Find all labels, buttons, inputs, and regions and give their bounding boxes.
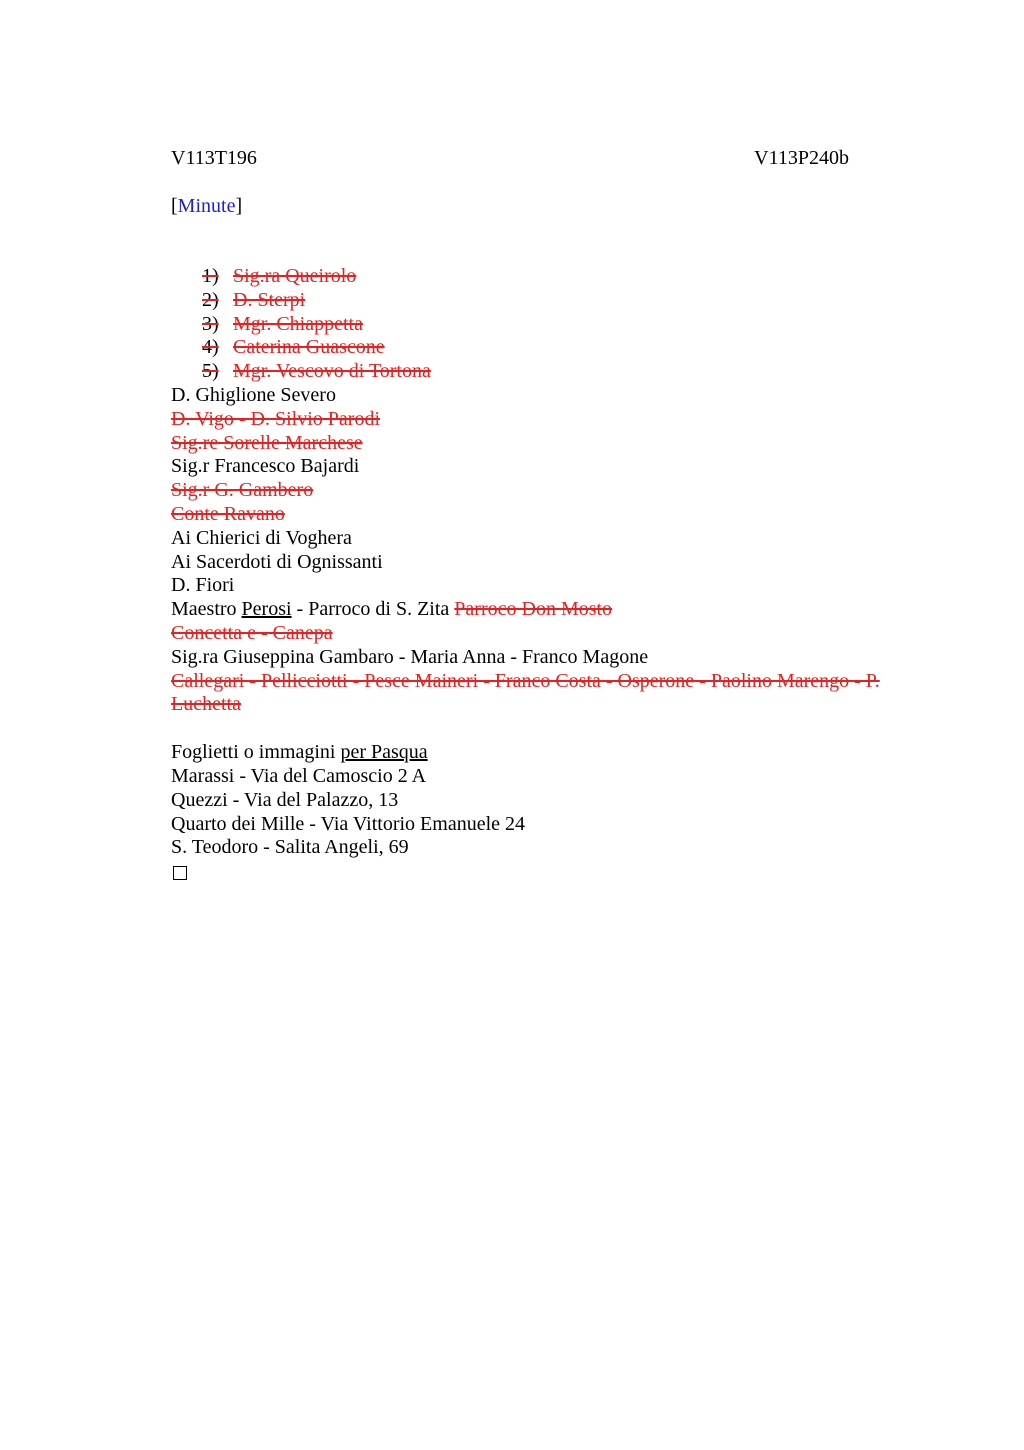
underlined-text: Perosi — [241, 598, 292, 621]
bracket-close: ] — [235, 195, 243, 217]
recipient-line: D. Fiori — [171, 574, 235, 597]
address-line: S. Teodoro - Salita Angeli, 69 — [171, 836, 409, 859]
address-line: Quezzi - Via del Palazzo, 13 — [171, 788, 399, 811]
numbered-item-5 — [171, 360, 911, 384]
item-number: 1) — [202, 265, 219, 287]
recipient-line: Ai Sacerdoti di Ognissanti — [171, 550, 383, 573]
item-text: Caterina Guascone — [233, 336, 385, 359]
address-line: Marassi - Via del Camoscio 2 A — [171, 764, 427, 787]
recipient-line: Sig.r Francesco Bajardi — [171, 455, 360, 478]
item-number: 2) — [202, 288, 219, 311]
numbered-item-2 — [171, 289, 911, 313]
underlined-text: per Pasqua — [340, 741, 428, 764]
addresses-title — [171, 741, 911, 765]
recipient-line-struck: Callegari - Pellicciotti - Pesce Maineri - Franco Costa - Osperone - Paolino Marengo - P. Luchetta — [171, 669, 880, 716]
text-segment: - Parroco di S. Zita — [291, 598, 455, 621]
recipient-line-perosi — [171, 598, 911, 622]
checkbox-square-icon — [173, 866, 187, 880]
right-code: V113P240b — [754, 147, 849, 169]
item-number: 4) — [202, 336, 219, 359]
end-marker — [171, 860, 911, 887]
recipient-line-struck: Concetta e - Canepa — [171, 621, 333, 644]
bracket-open: [ — [171, 195, 178, 217]
left-code: V113T196 — [171, 147, 257, 169]
recipient-line: Ai Chierici di Voghera — [171, 526, 352, 549]
minute-label-line — [171, 194, 911, 218]
recipient-line-struck: Sig.r G. Gambero — [171, 479, 314, 502]
text-segment: Foglietti o immagini — [171, 741, 341, 764]
text-segment: Maestro — [171, 598, 242, 621]
document-page — [171, 146, 911, 887]
recipient-line-struck: Conte Ravano — [171, 502, 285, 525]
recipient-line-struck: Sig.re Sorelle Marchese — [171, 431, 363, 454]
recipient-line: D. Ghiglione Severo — [171, 383, 336, 406]
recipient-line-struck: D. Vigo - D. Silvio Parodi — [171, 407, 380, 430]
recipient-line: Sig.ra Giuseppina Gambaro - Maria Anna - Franco Magone — [171, 645, 649, 668]
address-line: Quarto dei Mille - Via Vittorio Emanuele 24 — [171, 812, 526, 835]
struck-text: Parroco Don Mosto — [454, 598, 613, 621]
item-text: Sig.ra Queirolo — [233, 265, 357, 287]
numbered-item-1 — [171, 265, 911, 289]
item-text: Mgr. Chiappetta — [233, 312, 363, 335]
numbered-item-4 — [171, 336, 911, 360]
item-number: 5) — [202, 360, 219, 383]
item-text: Mgr. Vescovo di Tortona — [233, 360, 431, 383]
numbered-item-3 — [171, 313, 911, 337]
item-text: D. Sterpi — [233, 288, 306, 311]
item-number: 3) — [202, 312, 219, 335]
header-row — [171, 146, 849, 170]
recipient-list — [171, 265, 911, 887]
blank-line — [171, 717, 911, 741]
minute-label: Minute — [177, 195, 236, 217]
